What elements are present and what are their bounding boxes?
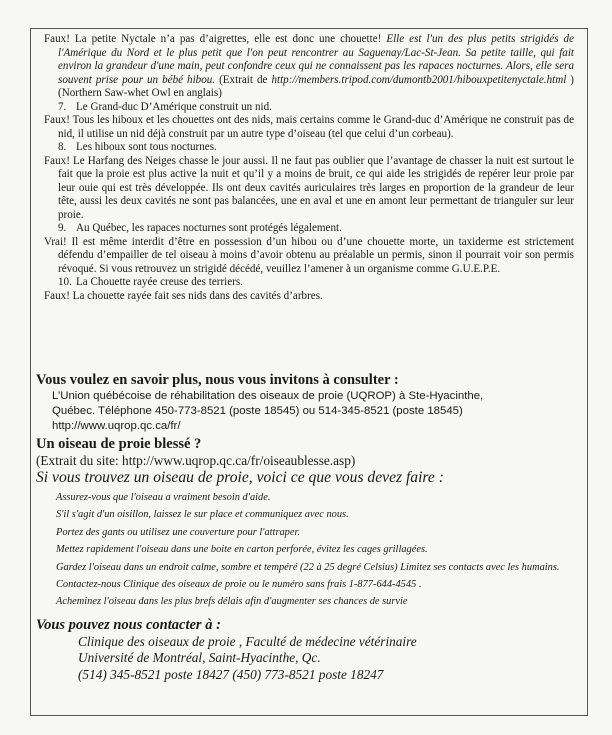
answer-text: )(Northern Saw-whet Owl en anglais) <box>58 73 575 99</box>
question-text: Au Québec, les rapaces nocturnes sont protégés légalement. <box>76 222 342 234</box>
question-8 <box>44 141 574 155</box>
injured-intro: Si vous trouvez un oiseau de proie, voici ce que vous devez faire : <box>36 469 444 486</box>
answer-prefix: Faux! <box>44 289 70 302</box>
resources-heading: Vous voulez en savoir plus, nous vous invitons à consulter : <box>36 372 399 388</box>
answer-text: Il est même interdit d’être en possession d’un hibou ou d’une chouette morte, un taxiderme est strictement défendu d’empailler de tel oiseau à moins d’avoir obtenu au préalable un permis, sinon il pourrait voir son permis révoqué. Si vous retrouvez un strigidé décédé, veuillez l’amener à un organisme comme G.U.E.P.E. <box>58 235 574 275</box>
injured-source: (Extrait du site: http://www.uqrop.qc.ca/fr/oiseaublesse.asp) <box>36 453 356 468</box>
answer-6 <box>44 33 574 101</box>
answer-text: La petite Nyctale n’a pas d’aigrettes, elle est donc une chouette! <box>69 33 387 45</box>
answer-8 <box>44 155 574 223</box>
question-number: 10. <box>58 276 72 288</box>
contact-heading: Vous pouvez nous contacter à : <box>36 616 221 633</box>
answer-10 <box>44 290 574 304</box>
injured-heading: Un oiseau de proie blessé ? <box>36 436 202 452</box>
question-10 <box>44 276 574 290</box>
step-item: Portez des gants ou utilisez une couverture pour l'attraper. <box>56 526 300 538</box>
answer-text: Tous les hiboux et les chouettes ont des nids, mais certains comme le Grand-duc d’Amérique ne construit pas de nid, il utilise un nid déjà construit par un autre type d’oiseau (tel que celui d’un corbeau). <box>58 114 574 140</box>
question-text: La Chouette rayée creuse des terriers. <box>76 276 243 288</box>
step-item: Assurez-vous que l'oiseau a vraiment besoin d'aide. <box>56 492 271 503</box>
quiz-section <box>44 33 574 303</box>
steps-list <box>36 489 581 611</box>
answer-prefix: Faux! <box>44 154 70 167</box>
contact-phone: (514) 345-8521 poste 18427 (450) 773-8521 poste 18247 <box>78 666 384 682</box>
resources-line: Québec. Téléphone 450-773-8521 (poste 18545) ou 514-345-8521 (poste 18545) <box>52 405 463 417</box>
step-item: S'il s'agit d'un oisillon, laissez le sur place et communiquez avec nous. <box>56 509 349 521</box>
step-item: Contactez-nous Clinique des oiseaux de proie ou le numéro sans frais 1-877-644-4545 . <box>56 579 422 591</box>
answer-text: La chouette rayée fait ses nids dans des cavités d’arbres. <box>69 289 323 302</box>
contact-line: Université de Montréal, Saint-Hyacinthe, Qc. <box>78 650 321 666</box>
step-item: Mettez rapidement l'oiseau dans une boite en carton perforée, évitez les cages grillagées. <box>56 544 428 556</box>
question-text: Le Grand-duc D’Amérique construit un nid. <box>76 100 272 113</box>
resources-url[interactable]: http://www.uqrop.qc.ca/fr/ <box>52 420 181 432</box>
answer-text: (Extrait de <box>215 73 272 86</box>
answer-italic: Elle est l'un des plus petits strigidés de l'Amérique du Nord et le plus petit que l'on peut rencontrer au Saguenay/Lac-St-Jean. Sa petite taille, qui fait environ la grandeur d'une main, peut confondre ceux qui ne connaissent pas les rapaces nocturnes. Alors, elle sera souvent prise pour un bébé hibou. <box>58 33 574 86</box>
step-item: Acheminez l'oiseau dans les plus brefs délais afin d'augmenter ses chances de survie <box>56 596 408 608</box>
step-item: Gardez l'oiseau dans un endroit calme, sombre et tempéré (22 à 25 degré Celsius) Limitez ses contacts avec les humains. <box>56 561 560 573</box>
answer-7 <box>44 114 574 141</box>
contact-line: Clinique des oiseaux de proie , Faculté de médecine vétérinaire <box>78 633 417 649</box>
question-number: 8. <box>58 141 67 153</box>
question-number: 7. <box>58 100 67 113</box>
question-text: Les hiboux sont tous nocturnes. <box>76 141 217 153</box>
answer-prefix: Vrai! <box>44 235 67 248</box>
resources-line: L’Union québécoise de réhabilitation des oiseaux de proie (UQROP) à Ste-Hyacinthe, <box>52 390 484 402</box>
answer-prefix: Faux! <box>44 33 70 45</box>
source-link[interactable]: http://members.tripod.com/dumontb2001/hibouxpetitenyctale.html <box>271 73 567 86</box>
question-number: 9. <box>58 222 67 234</box>
question-9 <box>44 222 574 236</box>
question-7 <box>44 101 574 115</box>
resources-section <box>36 372 581 683</box>
answer-9 <box>44 236 574 277</box>
answer-text: Le Harfang des Neiges chasse le jour aussi. Il ne faut pas oublier que l’avantage de chasser la nuit est surtout le fait que la proie est plus active la nuit et qu’il y a moins de bruit, ce qui aide les strigidés de repérer leur proie par leur ouie qui est très développée. Ils ont deux cavités auriculaires très larges en proportion de la grandeur de leur tête, aussi les deux cavités ne sont pas balancées, une en aval et une en amont leur permettant de trianguler sur leur proie. <box>58 154 574 221</box>
answer-prefix: Faux! <box>44 114 70 126</box>
